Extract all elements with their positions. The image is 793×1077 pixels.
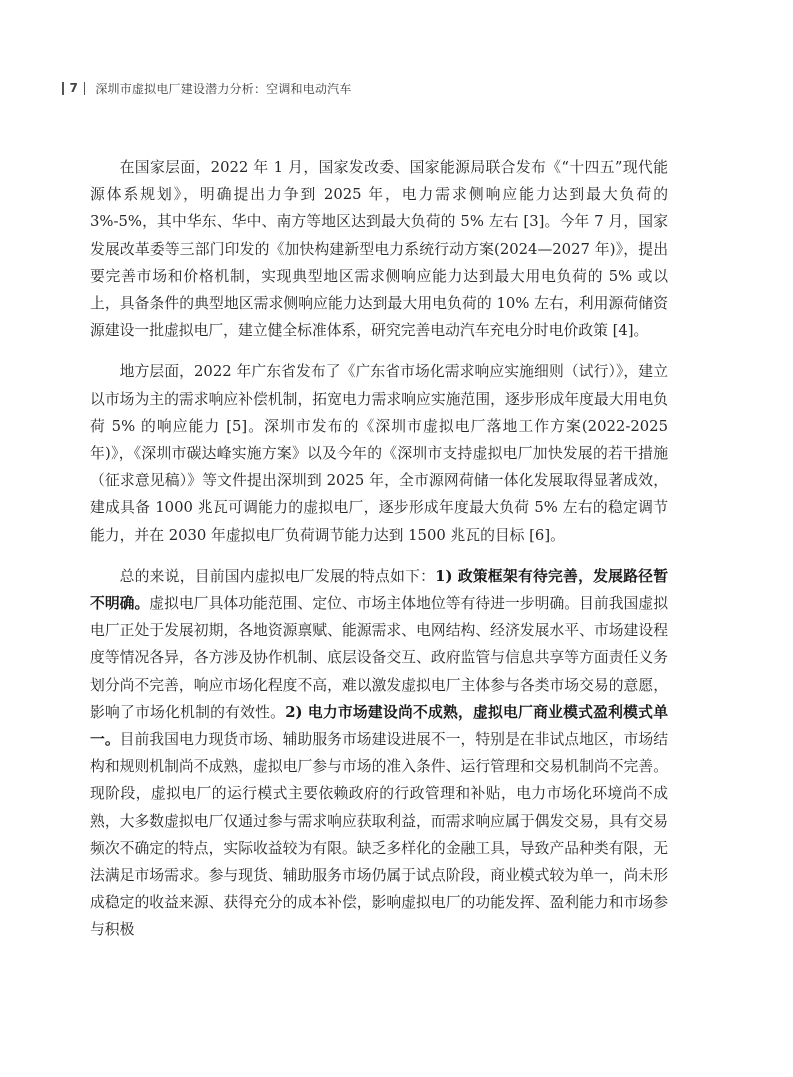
paragraph-text: 在国家层面，2022 年 1 月，国家发改委、国家能源局联合发布《“十四五”现代能源体系规划》，明确提出力争到 2025 年，电力需求侧响应能力达到最大负荷的 3%-5%，其中华东、华中、南方等地区达到最大负荷的 5% 左右 [3]。今年 7 月，国家发展改革委等三部门印发的《加快构建新型电力系统行动方案(2024—2027 年)》，提出要完善市场和价格机制，实现典型地区需求侧响应能力达到最大用电负荷的 5% 或以上，具备条件的典型地区需求侧响应能力达到最大用电负荷的 10% 左右，利用源荷储资源建设一批虚拟电厂，建立健全标准体系，研究完善电动汽车充电分时电价政策 [4]。 [90,159,668,340]
bold-point-1: 1) 政策框架有待完善，发展路径暂不明确。 [90,567,668,613]
paragraph-national-policy [90,154,668,344]
running-header [62,80,352,96]
document-title: 深圳市虚拟电厂建设潜力分析：空调和电动汽车 [95,81,352,96]
paragraph-text: 总的来说，目前国内虚拟电厂发展的特点如下： [119,567,436,585]
paragraph-local-policy [90,358,668,548]
body-text [90,154,668,944]
header-divider-right [84,82,86,95]
bold-point-2: 2) 电力市场建设尚不成熟，虚拟电厂商业模式盈利模式单一。 [90,703,668,749]
paragraph-text: 地方层面，2022 年广东省发布了《广东省市场化需求响应实施细则（试行）》，建立以市场为主的需求响应补偿机制，拓宽电力需求响应实施范围，逐步形成年度最大用电负荷 5% 的响应能力 [5]。深圳市发布的《深圳市虚拟电厂落地工作方案(2022-2025 年)》，《深圳市碳达峰实施方案》以及今年的《深圳市支持虚拟电厂加快发展的若干措施（征求意见稿）》等文件提出深圳到 2025 年，全市源网荷储一体化发展取得显著成效，建成具备 1000 兆瓦可调能力的虚拟电厂，逐步形成年度最大负荷 5% 左右的稳定调节能力，并在 2030 年虚拟电厂负荷调节能力达到 1500 兆瓦的目标 [6]。 [90,363,668,544]
page-number: 7 [69,81,78,95]
paragraph-text: 目前我国电力现货市场、辅助服务市场建设进展不一，特别是在非试点地区，市场结构和规则机制尚不成熟，虚拟电厂参与市场的准入条件、运行管理和交易机制尚不完善。现阶段，虚拟电厂的运行模式主要依赖政府的行政管理和补贴，电力市场化环境尚不成熟，大多数虚拟电厂仅通过参与需求响应获取利益，而需求响应属于偶发交易，具有交易频次不确定的特点，实际收益较为有限。缺乏多样化的金融工具，导致产品种类有限，无法满足市场需求。参与现货、辅助服务市场仍属于试点阶段，商业模式较为单一，尚未形成稳定的收益来源、获得充分的成本补偿，影响虚拟电厂的功能发挥、盈利能力和市场参与积极 [90,731,668,939]
paragraph-text: 虚拟电厂具体功能范围、定位、市场主体地位等有待进一步明确。目前我国虚拟电厂正处于发展初期，各地资源禀赋、能源需求、电网结构、经济发展水平、市场建设程度等情况各异，各方涉及协作机制、底层设备交互、政府监管与信息共享等方面责任义务划分尚不完善，响应市场化程度不高，难以激发虚拟电厂主体参与各类市场交易的意愿，影响了市场化机制的有效性。 [90,595,668,721]
paragraph-summary [90,563,668,944]
header-divider-left [62,82,64,95]
